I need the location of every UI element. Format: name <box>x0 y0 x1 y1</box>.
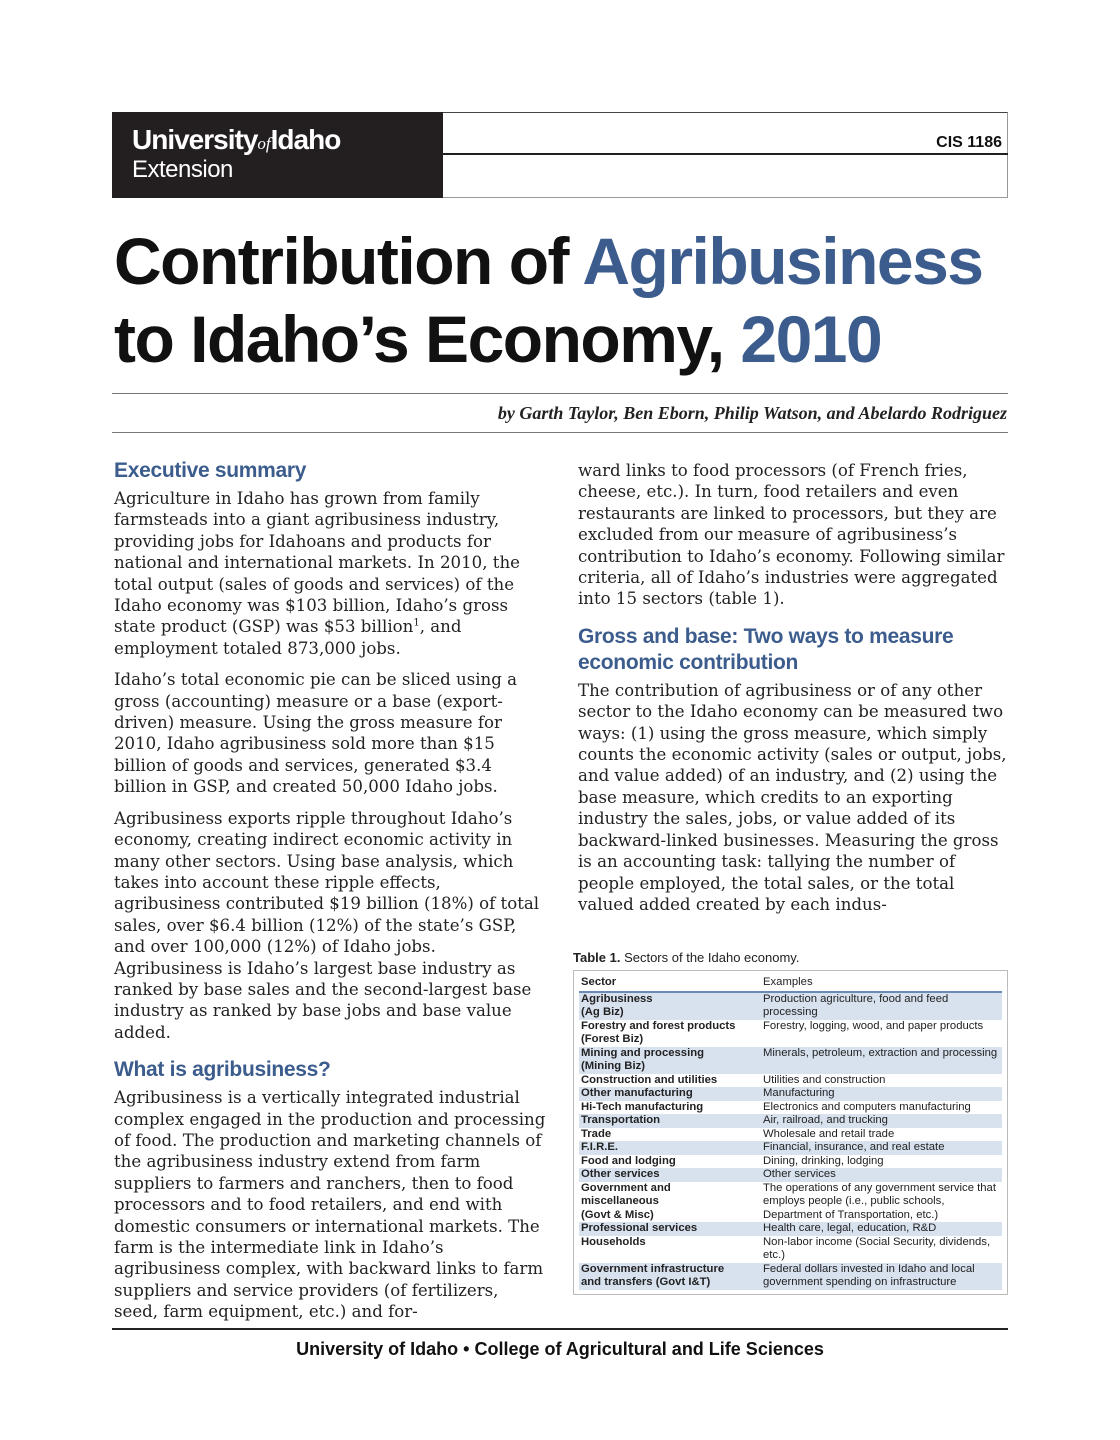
sectors-table <box>573 970 1008 1295</box>
table-row <box>579 1020 1002 1047</box>
sector-cell: Mining and processing (Mining Biz) <box>579 1047 761 1074</box>
sector-cell: Trade <box>581 1127 612 1140</box>
paragraph: The contribution of agribusiness or of any other sector to the Idaho economy can be measured two ways: (1) using the gross measure, which simply counts the economic activity (sales or output, jobs, and value added) of an industry, and (2) using the base measure, which credits to an exporting industry the sales, jobs, or value added of its backward-linked businesses. Measuring the gross is an accounting task: tallying the number of people employed, the total sales, or the total valued added created by each indus- <box>578 680 1007 914</box>
sector-cell: F.I.R.E. <box>579 1141 761 1155</box>
heading-executive-summary: Executive summary <box>114 459 307 482</box>
column-header-sector: Sector <box>579 975 761 992</box>
publication-number: CIS 1186 <box>936 134 1002 151</box>
title-rule-bottom <box>112 432 1008 433</box>
document-title: Contribution of Agribusiness to Idaho’s Economy, 2010 <box>114 224 983 376</box>
table-row <box>579 1155 1002 1169</box>
examples-cell: The operations of any government service that employs people (i.e., public schools, Department of Transportation, etc.) <box>763 1181 996 1221</box>
table-row <box>579 1128 1002 1142</box>
examples-cell: Health care, legal, education, R&D <box>761 1222 1002 1236</box>
column-header-examples: Examples <box>761 975 1002 992</box>
university-logo: UniversityofIdaho Extension <box>112 112 443 198</box>
footer-rule <box>112 1328 1008 1330</box>
sector-cell: Hi-Tech manufacturing <box>581 1100 704 1113</box>
examples-cell: Utilities and construction <box>763 1073 886 1086</box>
examples-cell: Minerals, petroleum, extraction and processing <box>761 1047 1002 1074</box>
examples-cell: Air, railroad, and trucking <box>761 1114 1002 1128</box>
table-row <box>579 1182 1002 1223</box>
table-row <box>579 1168 1002 1182</box>
examples-cell: Financial, insurance, and real estate <box>761 1141 1002 1155</box>
right-column <box>578 460 1008 925</box>
examples-cell: Production agriculture, food and feed processing <box>761 992 1002 1020</box>
examples-cell: Other services <box>761 1168 1002 1182</box>
sector-cell: Agribusiness (Ag Biz) <box>579 992 761 1020</box>
heading-what-is-agribusiness: What is agribusiness? <box>114 1058 331 1082</box>
paragraph: Agriculture in Idaho has grown from family farmsteads into a giant agribusiness industry, providing jobs for Idahoans and products for national and international markets. In 2010, the total output (sales of goods and services) of the Idaho economy was $103 billion, Idaho’s gross state product (GSP) was $53 billion$^1$, and employment totaled 873,000 jobs. <box>114 489 520 658</box>
table-row <box>579 1114 1002 1128</box>
authors-byline: by Garth Taylor, Ben Eborn, Philip Watson, and Abelardo Rodriguez <box>497 403 1007 423</box>
left-column <box>114 458 546 1333</box>
table-caption: Table 1. Sectors of the Idaho economy. <box>573 950 800 965</box>
examples-cell: Dining, drinking, lodging <box>763 1154 884 1167</box>
paragraph: ward links to food processors (of French fries, cheese, etc.). In turn, food retailers and even restaurants are linked to processors, but they are excluded from our measure of agribusiness’s contribution to Idaho’s economy. Following similar criteria, all of Idaho’s industries were aggregated into 15 sectors (table 1). <box>578 461 1005 609</box>
table-row <box>579 1236 1002 1263</box>
table-row <box>579 1047 1002 1074</box>
examples-cell: Wholesale and retail trade <box>763 1127 895 1140</box>
sector-cell: Other services <box>579 1168 761 1182</box>
examples-cell: Non-labor income (Social Security, dividends, etc.) <box>763 1235 991 1261</box>
sector-cell: Households <box>581 1235 646 1248</box>
sector-cell: Professional services <box>579 1222 761 1236</box>
table-row <box>579 1087 1002 1101</box>
sector-cell: Government infrastructure and transfers (Govt I&T) <box>579 1263 761 1290</box>
footer-text: University of Idaho • College of Agricultural and Life Sciences <box>296 1339 824 1359</box>
table-row <box>579 1263 1002 1290</box>
examples-cell: Manufacturing <box>761 1087 1002 1101</box>
table-row <box>579 1074 1002 1088</box>
paragraph: Agribusiness exports ripple throughout Idaho’s economy, creating indirect economic activity in many other sectors. Using base analysis, which takes into account these ripple effects, agribusiness contributed $19 billion (18%) of total sales, over $6.4 billion (12%) of the state’s GSP, and over 100,000 (12%) of Idaho jobs. Agribusiness is Idaho’s largest base industry as ranked by base sales and the second-largest base industry as ranked by base jobs and base value added. <box>114 808 540 1042</box>
sector-cell: Other manufacturing <box>579 1087 761 1101</box>
title-rule-top <box>112 393 1008 394</box>
sector-cell: Food and lodging <box>581 1154 676 1167</box>
sector-cell: Forestry and forest products (Forest Biz) <box>581 1019 736 1045</box>
table-row <box>579 992 1002 1020</box>
paragraph: Agribusiness is a vertically integrated industrial complex engaged in the production and processing of food. The production and marketing channels of the agribusiness industry extend from farm suppliers to farmers and ranchers, then to food processors and to food retailers, and end with domestic consumers or international markets. The farm is the intermediate link in Idaho’s agribusiness complex, with backward links to farm suppliers and service providers (of fertilizers, seed, farm equipment, etc.) and for- <box>114 1088 546 1322</box>
heading-gross-and-base: Gross and base: Two ways to measure economic contribution <box>578 624 954 674</box>
table-row <box>579 1141 1002 1155</box>
examples-cell: Federal dollars invested in Idaho and local government spending on infrastructure <box>761 1263 1002 1290</box>
sector-cell: Construction and utilities <box>581 1073 718 1086</box>
examples-cell: Electronics and computers manufacturing <box>763 1100 971 1113</box>
sector-cell: Government and miscellaneous (Govt & Misc) <box>581 1181 671 1221</box>
examples-cell: Forestry, logging, wood, and paper products <box>763 1019 984 1032</box>
sector-cell: Transportation <box>579 1114 761 1128</box>
paragraph: Idaho’s total economic pie can be sliced using a gross (accounting) measure or a base (export-driven) measure. Using the gross measure for 2010, Idaho agribusiness sold more than $15 billion of goods and services, generated $3.4 billion in GSP, and created 50,000 Idaho jobs. <box>114 670 518 797</box>
header-divider <box>443 153 1008 155</box>
table-row <box>579 1222 1002 1236</box>
table-row <box>579 1101 1002 1115</box>
